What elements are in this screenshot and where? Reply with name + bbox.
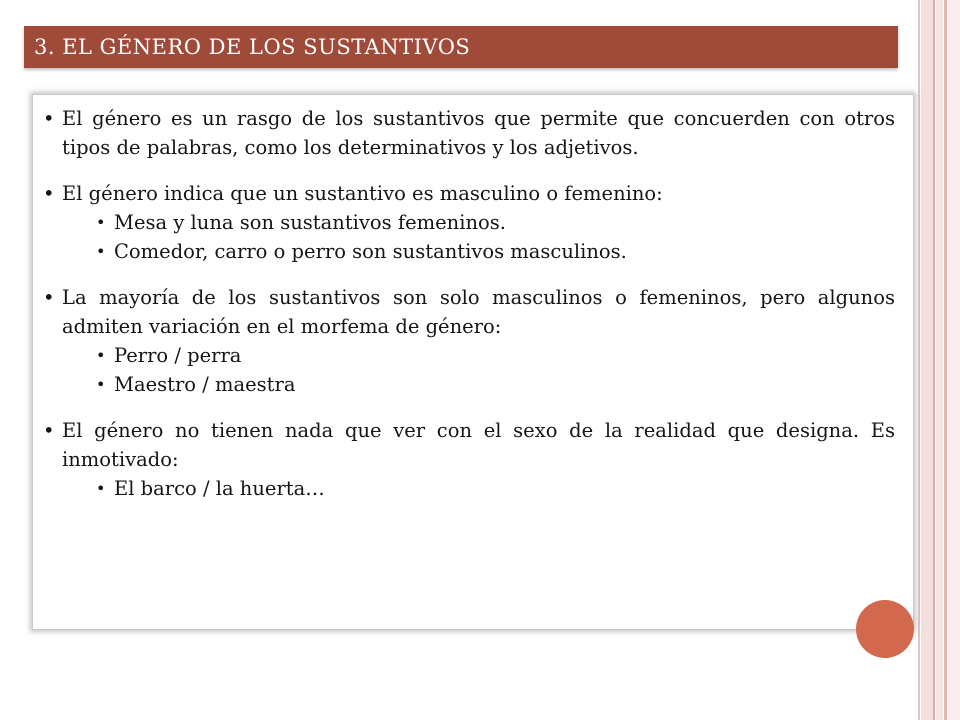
sub-bullet-item: • Mesa y luna son sustantivos femeninos. <box>62 208 895 237</box>
sub-bullet-item: • El barco / la huerta… <box>62 474 895 503</box>
decorative-stripe <box>944 0 947 720</box>
title-banner <box>24 26 898 68</box>
bullet-text: El género no tienen nada que ver con el sexo de la realidad que designa. Es inmotivado: <box>62 419 895 471</box>
content-box <box>32 94 914 630</box>
sub-bullet-item: • Perro / perra <box>62 341 895 370</box>
sub-bullet-list <box>62 474 895 503</box>
bullet-item <box>43 104 895 162</box>
decorative-stripe <box>948 0 960 720</box>
bullet-text: El género indica que un sustantivo es masculino o femenino: <box>62 182 663 205</box>
decorative-stripe <box>921 0 933 720</box>
sub-bullet-list <box>62 341 895 399</box>
bullet-text: La mayoría de los sustantivos son solo masculinos o femeninos, pero algunos admiten variación en el morfema de género: <box>62 286 895 338</box>
bullet-text: El género es un rasgo de los sustantivos que permite que concuerden con otros tipos de palabras, como los determinativos y los adjetivos. <box>62 107 895 159</box>
decorative-stripe <box>933 0 935 720</box>
bullet-item <box>43 416 895 503</box>
bullet-item <box>43 283 895 399</box>
decorative-stripe <box>918 0 920 720</box>
decorative-circle <box>856 600 914 658</box>
bullet-item <box>43 179 895 266</box>
sub-bullet-item: • Comedor, carro o perro son sustantivos masculinos. <box>62 237 895 266</box>
bullet-list <box>43 104 895 503</box>
sub-bullet-list <box>62 208 895 266</box>
sub-bullet-item: • Maestro / maestra <box>62 370 895 399</box>
slide-title: 3. EL GÉNERO DE LOS SUSTANTIVOS <box>34 35 471 59</box>
decorative-stripe <box>936 0 943 720</box>
